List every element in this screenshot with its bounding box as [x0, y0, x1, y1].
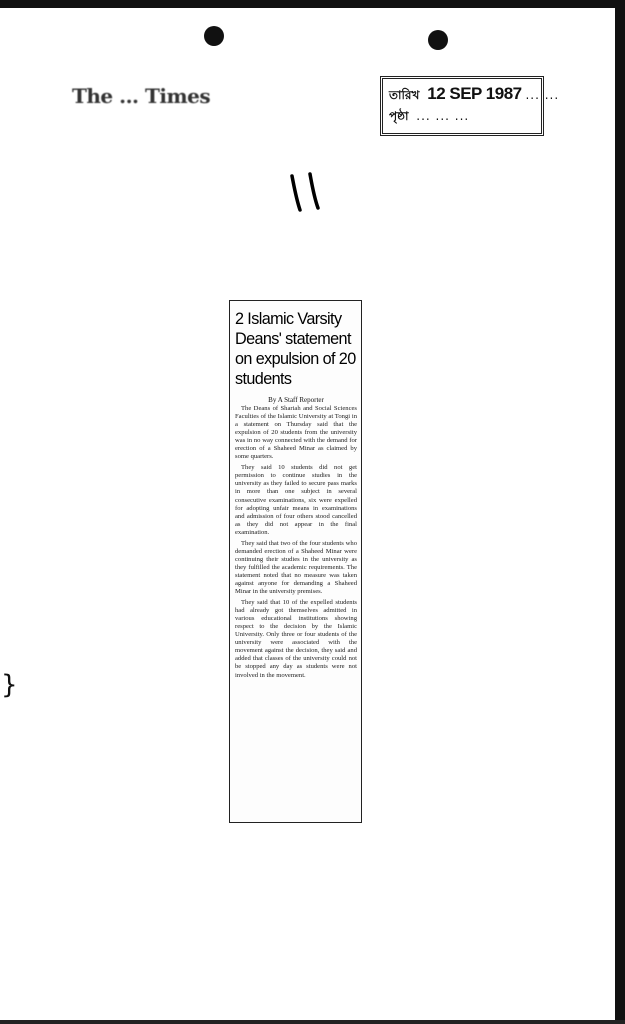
- stamp-date-trailing: ... ...: [525, 88, 560, 102]
- article-paragraph: The Deans of Shariah and Social Sciences Faculties of the Islamic University at Tongi in a statement on Thursday said that the expulsion of 20 students from the university was in no way connected with the demand for erection of a Shaheed Minar as claimed by some quarters.: [235, 405, 357, 461]
- punch-hole-left: [204, 26, 224, 46]
- article-paragraph: They said that two of the four students who demanded erection of a Shaheed Minar were continuing their studies in the university as they fulfilled the academic requirements. The statement noted that no measure was taken against anyone for demanding a Shaheed Minar in the university premises.: [235, 539, 357, 596]
- stamp-page-value: ... ... ...: [416, 109, 470, 123]
- punch-hole-right: [428, 30, 448, 50]
- article-byline: By A Staff Reporter: [268, 396, 324, 404]
- newspaper-masthead: The ... Times: [72, 84, 211, 108]
- stamp-page-row: [389, 105, 535, 127]
- scan-edge-top: [0, 0, 625, 8]
- stamp-date-row: [389, 83, 560, 105]
- article-paragraph: They said that 10 of the expelled students had already got themselves admitted in various educational institutions showing respect to the decision by the Islamic University. Only three or four students of the university were associated with the movement against the decision, they said and added that classes of the university could not be stopped any day as students were not involved in the movement.: [235, 599, 357, 679]
- margin-bracket-mark: }: [1, 670, 18, 700]
- article-headline: 2 Islamic Varsity Deans' statement on expulsion of 20 students: [235, 310, 356, 388]
- stamp-page-label: পৃষ্ঠা: [389, 109, 409, 123]
- article-paragraph: They said 10 students did not get permission to continue studies in the university as they failed to secure pass marks in more than one subject in several consecutive examinations, six were expelled for adopting unfair means in examinations and admission of four others stood cancelled as they did not appear in the final examination.: [235, 464, 357, 536]
- news-clipping: [229, 300, 362, 823]
- stamp-date-value: 12 SEP 1987: [427, 84, 522, 103]
- scan-edge-right: [615, 0, 625, 1024]
- handwritten-mark-11: [288, 170, 328, 214]
- stamp-date-label: তারিখ: [389, 88, 420, 102]
- date-stamp: [380, 76, 560, 136]
- scan-edge-bottom: [0, 1020, 625, 1024]
